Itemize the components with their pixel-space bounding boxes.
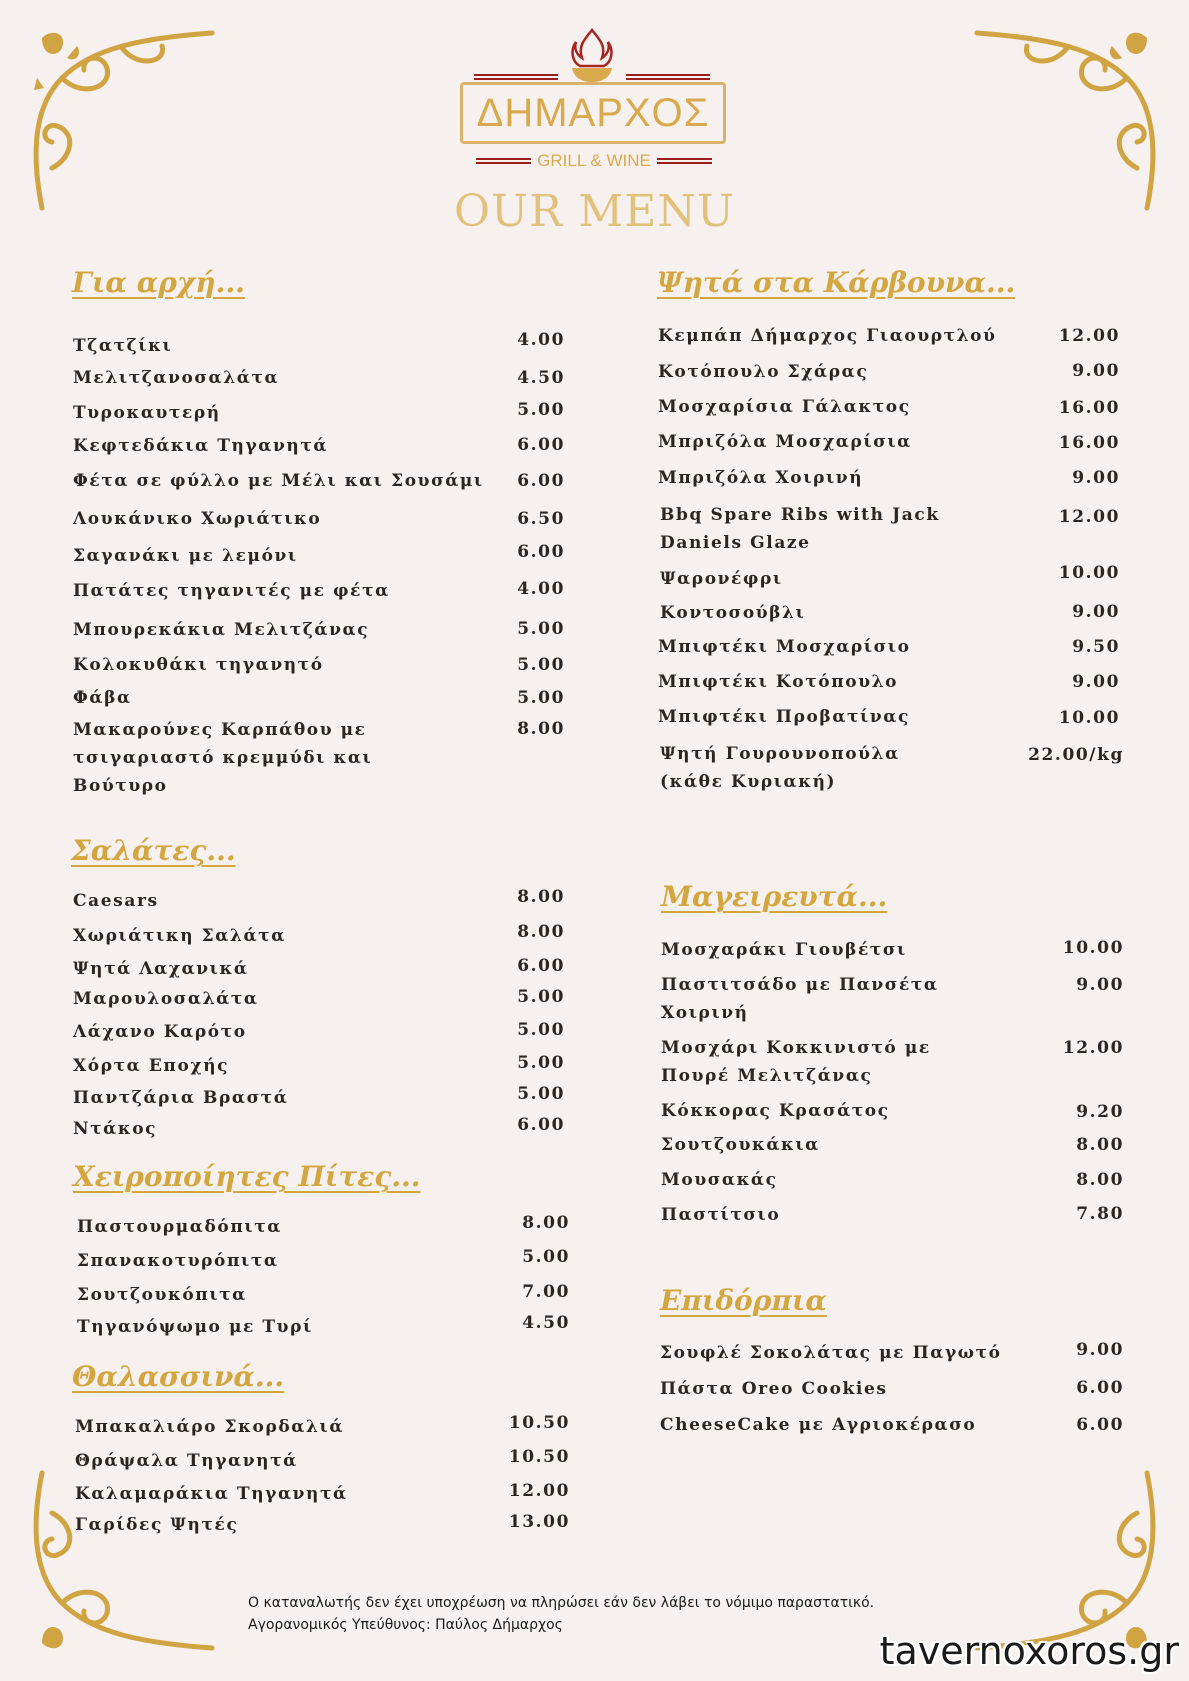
menu-item: Μουσακάς — [661, 1170, 778, 1190]
menu-item: Χωριάτικη Σαλάτα — [73, 926, 286, 946]
menu-price: 13.00 — [508, 1512, 570, 1532]
menu-price: 4.00 — [517, 330, 565, 350]
menu-price: 5.00 — [517, 400, 565, 420]
restaurant-logo — [456, 26, 732, 176]
page-title: OUR MENU — [453, 186, 736, 237]
menu-price: 16.00 — [1058, 433, 1120, 453]
menu-price: 6.00 — [517, 956, 565, 976]
menu-item: Σπανακοτυρόπιτα — [77, 1251, 279, 1271]
menu-price: 6.00 — [517, 471, 565, 491]
menu-price: 22.00/kg — [1028, 745, 1124, 765]
menu-item: Καλαμαράκια Τηγανητά — [75, 1484, 348, 1504]
menu-price: 5.00 — [517, 655, 565, 675]
menu-price: 5.00 — [517, 1084, 565, 1104]
menu-price: 4.50 — [517, 368, 565, 388]
menu-item: Σουφλέ Σοκολάτας με Παγωτό — [660, 1343, 1002, 1363]
menu-price: 9.50 — [1072, 637, 1120, 657]
menu-item: Παστιτσάδο με Πανσέτα Χοιρινή — [661, 975, 939, 1023]
menu-item: Bbq Spare Ribs with Jack Daniels Glaze — [660, 505, 940, 553]
menu-price: 7.80 — [1076, 1204, 1124, 1224]
menu-price: 6.00 — [1076, 1378, 1124, 1398]
menu-price: 16.00 — [1058, 398, 1120, 418]
menu-price: 9.20 — [1076, 1102, 1124, 1122]
menu-price: 8.00 — [1076, 1170, 1124, 1190]
menu-price: 6.00 — [517, 1115, 565, 1135]
menu-price: 9.00 — [1072, 602, 1120, 622]
menu-item: Ψητή Γουρουνοπούλα (κάθε Κυριακή) — [660, 744, 900, 792]
menu-item: Μαρουλοσαλάτα — [73, 989, 259, 1009]
menu-item: Μελιτζανοσαλάτα — [73, 368, 280, 388]
menu-item: Φάβα — [73, 688, 132, 708]
section-title-desserts: Επιδόρπια — [660, 1284, 827, 1317]
menu-item: Σαγανάκι με λεμόνι — [73, 546, 298, 566]
menu-item: Χόρτα Εποχής — [73, 1056, 230, 1076]
menu-item: Κεμπάπ Δήμαρχος Γιαουρτλού — [658, 326, 997, 346]
section-title-pies: Χειροποίητες Πίτες... — [73, 1160, 421, 1193]
menu-item: Μπακαλιάρο Σκορδαλιά — [75, 1417, 345, 1437]
menu-item: Πάστα Oreo Cookies — [660, 1379, 888, 1399]
menu-price: 8.00 — [1076, 1135, 1124, 1155]
menu-item: Μακαρούνες Καρπάθου με τσιγαριαστό κρεμμύδι και Βούτυρο — [73, 720, 373, 796]
menu-item: Σουτζουκάκια — [661, 1135, 820, 1155]
section-title-starters: Για αρχή... — [72, 266, 245, 299]
section-title-cooked: Μαγειρευτά... — [661, 880, 888, 913]
divider — [657, 158, 712, 164]
menu-price: 12.00 — [508, 1481, 570, 1501]
menu-price: 10.50 — [508, 1447, 570, 1467]
menu-item: Μοσχαρίσια Γάλακτος — [658, 397, 911, 417]
menu-item: Μπουρεκάκια Μελιτζάνας — [73, 620, 370, 640]
menu-item: Φέτα σε φύλλο με Μέλι και Σουσάμι — [73, 471, 484, 491]
menu-price: 6.00 — [517, 542, 565, 562]
menu-price: 9.00 — [1072, 361, 1120, 381]
section-title-seafood: Θαλασσινά... — [72, 1360, 285, 1393]
menu-item: Μοσχάρι Κοκκινιστό με Πουρέ Μελιτζάνας — [661, 1038, 931, 1086]
menu-price: 8.00 — [517, 887, 565, 907]
menu-price: 12.00 — [1058, 507, 1120, 527]
menu-price: 6.00 — [1076, 1415, 1124, 1435]
menu-price: 10.00 — [1058, 563, 1120, 583]
menu-item: Ψαρονέφρι — [660, 569, 783, 589]
menu-item: Γαρίδες Ψητές — [75, 1515, 239, 1535]
menu-price: 9.00 — [1076, 975, 1124, 995]
menu-price: 12.00 — [1058, 326, 1120, 346]
menu-item: Κοτόπουλο Σχάρας — [658, 362, 869, 382]
menu-item: Τηγανόψωμο με Τυρί — [77, 1317, 313, 1337]
menu-item: Μπριζόλα Μοσχαρίσια — [658, 432, 912, 452]
menu-item: Πατάτες τηγανιτές με φέτα — [73, 581, 390, 601]
watermark: tavernoxoros.gr — [879, 1629, 1179, 1673]
menu-item: Παστουρμαδόπιτα — [77, 1217, 282, 1237]
menu-price: 7.00 — [522, 1282, 570, 1302]
section-title-salads: Σαλάτες... — [71, 834, 236, 867]
menu-item: Παντζάρια Βραστά — [73, 1088, 289, 1108]
menu-price: 9.00 — [1076, 1340, 1124, 1360]
menu-price: 10.00 — [1062, 938, 1124, 958]
menu-item: Μπιφτέκι Μοσχαρίσιο — [658, 637, 911, 657]
menu-price: 9.00 — [1072, 672, 1120, 692]
menu-price: 5.00 — [517, 987, 565, 1007]
menu-item: Μοσχαράκι Γιουβέτσι — [661, 940, 907, 960]
menu-item: Κεφτεδάκια Τηγανητά — [73, 436, 329, 456]
menu-item: Ψητά Λαχανικά — [73, 959, 249, 979]
menu-price: 10.50 — [508, 1413, 570, 1433]
menu-item: Λουκάνικο Χωριάτικο — [73, 509, 322, 529]
menu-price: 12.00 — [1062, 1038, 1124, 1058]
brand-tagline: GRILL & WINE — [537, 151, 651, 170]
menu-item: Μπριζόλα Χοιρινή — [658, 468, 864, 488]
menu-price: 4.00 — [517, 579, 565, 599]
menu-price: 10.00 — [1058, 708, 1120, 728]
menu-price: 5.00 — [517, 688, 565, 708]
menu-item: Ντάκος — [73, 1119, 158, 1139]
legal-notice: Ο καταναλωτής δεν έχει υποχρέωση να πληρώσει εάν δεν λάβει το νόμιμο παραστατικό. — [248, 1595, 875, 1611]
menu-item: Caesars — [73, 891, 159, 911]
logo-tagline-row — [476, 150, 712, 172]
menu-price: 6.50 — [517, 509, 565, 529]
menu-price: 5.00 — [517, 1020, 565, 1040]
menu-price: 4.50 — [522, 1313, 570, 1333]
menu-item: Κολοκυθάκι τηγανητό — [73, 655, 324, 675]
menu-item: Μπιφτέκι Προβατίνας — [658, 707, 910, 727]
menu-item: Παστίτσιο — [661, 1205, 781, 1225]
menu-price: 5.00 — [517, 619, 565, 639]
menu-item: Κόκκορας Κρασάτος — [661, 1101, 890, 1121]
responsible-person: Αγορανομικός Υπεύθυνος: Παύλος Δήμαρχος — [248, 1617, 563, 1633]
menu-price: 5.00 — [517, 1053, 565, 1073]
menu-price: 8.00 — [517, 922, 565, 942]
menu-price: 9.00 — [1072, 468, 1120, 488]
menu-item: Τζατζίκι — [73, 336, 173, 356]
menu-price: 5.00 — [522, 1247, 570, 1267]
menu-price: 8.00 — [522, 1213, 570, 1233]
divider — [476, 158, 531, 164]
logo-red-bars — [474, 74, 710, 80]
section-title-grill: Ψητά στα Κάρβουνα... — [657, 266, 1016, 299]
menu-price: 8.00 — [517, 719, 565, 739]
menu-item: Κοντοσούβλι — [660, 603, 806, 623]
menu-item: Μπιφτέκι Κοτόπουλο — [658, 672, 899, 692]
menu-item: Σουτζουκόπιτα — [77, 1285, 247, 1305]
brand-name: ΔΗΜΑΡΧΟΣ — [476, 90, 710, 135]
legal-footer — [248, 1592, 874, 1636]
menu-item: Λάχανο Καρότο — [73, 1022, 247, 1042]
menu-item: Θράψαλα Τηγανητά — [75, 1451, 298, 1471]
menu-item: CheeseCake με Αγριοκέρασο — [660, 1415, 977, 1435]
menu-item: Τυροκαυτερή — [73, 403, 221, 423]
logo-frame — [460, 82, 726, 144]
menu-price: 6.00 — [517, 435, 565, 455]
